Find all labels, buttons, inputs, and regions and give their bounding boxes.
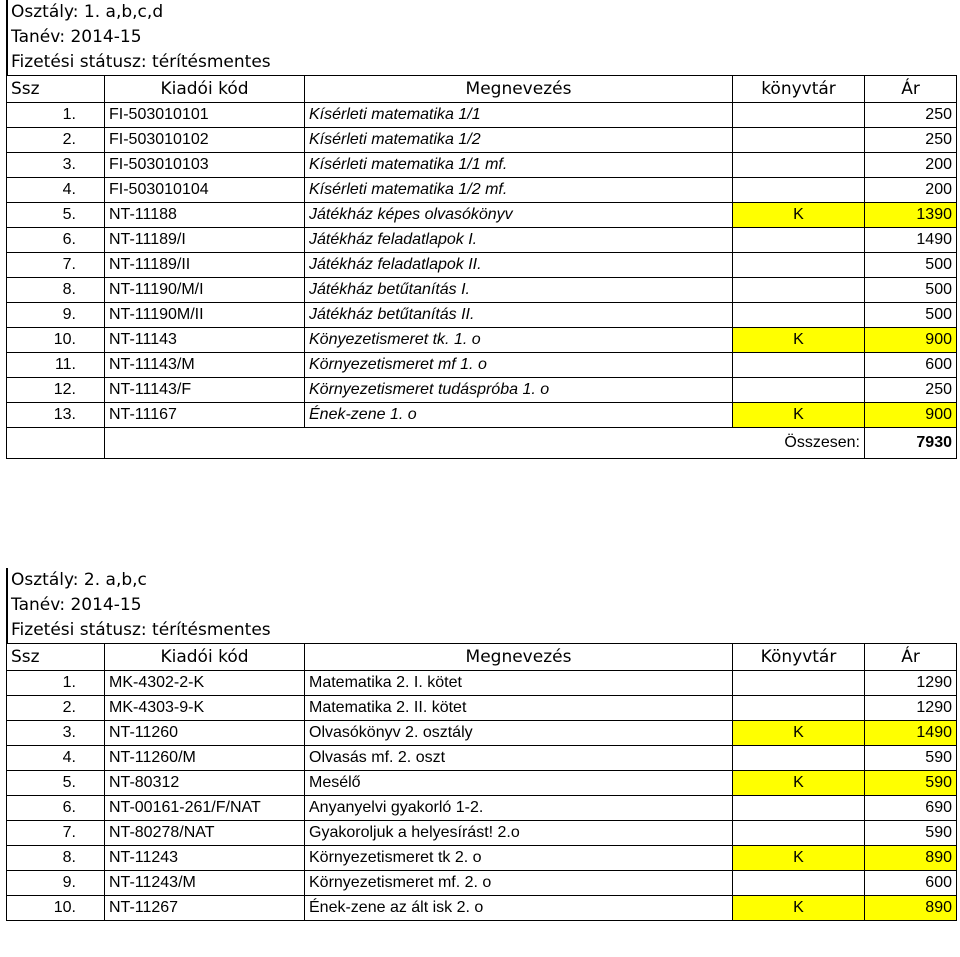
- class2-header-row: [7, 644, 957, 671]
- table-row: [7, 846, 957, 871]
- cell-konyvtar: [733, 353, 865, 378]
- cell-kod: NT-11143/F: [105, 378, 305, 403]
- cell-kod: NT-11190/M/I: [105, 278, 305, 303]
- cell-nev: Játékház betűtanítás II.: [305, 303, 733, 328]
- cell-konyvtar: [733, 278, 865, 303]
- cell-ssz: 2.: [7, 128, 105, 153]
- cell-kod: NT-11189/I: [105, 228, 305, 253]
- cell-ar: 690: [865, 796, 957, 821]
- cell-ar: 500: [865, 278, 957, 303]
- cell-ar: 250: [865, 103, 957, 128]
- cell-nev: Matematika 2. II. kötet: [305, 696, 733, 721]
- cell-ar: 250: [865, 378, 957, 403]
- header-konyvtar: könyvtár: [733, 76, 865, 103]
- header-nev: Megnevezés: [305, 76, 733, 103]
- table-row: [7, 746, 957, 771]
- cell-kod: NT-11190M/II: [105, 303, 305, 328]
- cell-kod: FI-503010104: [105, 178, 305, 203]
- header-ar: Ár: [865, 76, 957, 103]
- class2-tanev: Tanév: 2014-15: [6, 593, 956, 618]
- cell-kod: FI-503010103: [105, 153, 305, 178]
- cell-kod: NT-11143: [105, 328, 305, 353]
- cell-ar: 590: [865, 746, 957, 771]
- cell-konyvtar: K: [733, 721, 865, 746]
- cell-kod: NT-00161-261/F/NAT: [105, 796, 305, 821]
- header-konyvtar: Könyvtár: [733, 644, 865, 671]
- cell-ssz: 2.: [7, 696, 105, 721]
- class1-section: [6, 0, 956, 459]
- cell-ssz: 5.: [7, 771, 105, 796]
- table-row: [7, 178, 957, 203]
- header-kod: Kiadói kód: [105, 644, 305, 671]
- cell-kod: NT-11243: [105, 846, 305, 871]
- cell-konyvtar: K: [733, 896, 865, 921]
- cell-kod: MK-4303-9-K: [105, 696, 305, 721]
- header-ssz: Ssz: [7, 76, 105, 103]
- table-row: [7, 696, 957, 721]
- header-kod: Kiadói kód: [105, 76, 305, 103]
- cell-nev: Könyezetismeret tk. 1. o: [305, 328, 733, 353]
- table-row: [7, 303, 957, 328]
- table-row: [7, 403, 957, 428]
- cell-ssz: 6.: [7, 228, 105, 253]
- cell-ar: 1290: [865, 696, 957, 721]
- cell-konyvtar: [733, 103, 865, 128]
- cell-konyvtar: K: [733, 846, 865, 871]
- cell-ar: 200: [865, 178, 957, 203]
- table-row: [7, 671, 957, 696]
- table-row: [7, 796, 957, 821]
- cell-ssz: 3.: [7, 721, 105, 746]
- cell-konyvtar: [733, 303, 865, 328]
- cell-ssz: 9.: [7, 871, 105, 896]
- cell-nev: Olvasás mf. 2. oszt: [305, 746, 733, 771]
- cell-konyvtar: [733, 228, 865, 253]
- cell-nev: Környezetismeret mf. 2. o: [305, 871, 733, 896]
- table-row: [7, 721, 957, 746]
- cell-ssz: 1.: [7, 671, 105, 696]
- cell-kod: MK-4302-2-K: [105, 671, 305, 696]
- cell-ssz: 5.: [7, 203, 105, 228]
- class2-fizetesi: Fizetési státusz: térítésmentes: [6, 618, 956, 643]
- cell-ar: 1290: [865, 671, 957, 696]
- cell-ssz: 11.: [7, 353, 105, 378]
- cell-konyvtar: [733, 128, 865, 153]
- total-value: 7930: [865, 428, 957, 459]
- class1-osztaly: Osztály: 1. a,b,c,d: [6, 0, 956, 25]
- cell-ssz: 13.: [7, 403, 105, 428]
- class1-tanev: Tanév: 2014-15: [6, 25, 956, 50]
- cell-ar: 1490: [865, 228, 957, 253]
- table-row: [7, 378, 957, 403]
- cell-kod: NT-80312: [105, 771, 305, 796]
- class1-header-row: [7, 76, 957, 103]
- table-row: [7, 103, 957, 128]
- total-empty-1: [7, 428, 105, 459]
- header-ssz: Ssz: [7, 644, 105, 671]
- cell-nev: Környezetismeret mf 1. o: [305, 353, 733, 378]
- cell-nev: Játékház betűtanítás I.: [305, 278, 733, 303]
- table-row: [7, 896, 957, 921]
- table-row: [7, 278, 957, 303]
- table-row: [7, 128, 957, 153]
- cell-nev: Játékház feladatlapok II.: [305, 253, 733, 278]
- cell-ssz: 9.: [7, 303, 105, 328]
- cell-ssz: 6.: [7, 796, 105, 821]
- cell-kod: NT-11167: [105, 403, 305, 428]
- cell-ssz: 4.: [7, 178, 105, 203]
- class1-table: [6, 75, 957, 459]
- cell-nev: Mesélő: [305, 771, 733, 796]
- cell-nev: Kísérleti matematika 1/1 mf.: [305, 153, 733, 178]
- cell-nev: Gyakoroljuk a helyesírást! 2.o: [305, 821, 733, 846]
- table-row: [7, 153, 957, 178]
- cell-ar: 590: [865, 821, 957, 846]
- header-ar: Ár: [865, 644, 957, 671]
- cell-kod: NT-11243/M: [105, 871, 305, 896]
- table-row: [7, 253, 957, 278]
- cell-nev: Matematika 2. I. kötet: [305, 671, 733, 696]
- cell-konyvtar: K: [733, 328, 865, 353]
- cell-ar: 600: [865, 353, 957, 378]
- cell-ar: 600: [865, 871, 957, 896]
- cell-ar: 1390: [865, 203, 957, 228]
- cell-kod: FI-503010101: [105, 103, 305, 128]
- cell-nev: Olvasókönyv 2. osztály: [305, 721, 733, 746]
- cell-ar: 590: [865, 771, 957, 796]
- cell-ssz: 7.: [7, 253, 105, 278]
- cell-nev: Környezetismeret tk 2. o: [305, 846, 733, 871]
- table-row: [7, 871, 957, 896]
- cell-kod: NT-11189/II: [105, 253, 305, 278]
- cell-ar: 900: [865, 328, 957, 353]
- cell-konyvtar: [733, 378, 865, 403]
- cell-kod: NT-11143/M: [105, 353, 305, 378]
- cell-ssz: 12.: [7, 378, 105, 403]
- table-row: [7, 203, 957, 228]
- table-row: [7, 228, 957, 253]
- cell-ar: 500: [865, 303, 957, 328]
- header-nev: Megnevezés: [305, 644, 733, 671]
- cell-konyvtar: [733, 696, 865, 721]
- cell-konyvtar: [733, 178, 865, 203]
- cell-kod: FI-503010102: [105, 128, 305, 153]
- cell-ssz: 10.: [7, 328, 105, 353]
- table-row: [7, 353, 957, 378]
- class1-fizetesi: Fizetési státusz: térítésmentes: [6, 50, 956, 75]
- cell-konyvtar: [733, 746, 865, 771]
- cell-nev: Anyanyelvi gyakorló 1-2.: [305, 796, 733, 821]
- cell-nev: Kísérleti matematika 1/2 mf.: [305, 178, 733, 203]
- cell-ssz: 3.: [7, 153, 105, 178]
- table-row: [7, 328, 957, 353]
- table-row: [7, 771, 957, 796]
- cell-ar: 1490: [865, 721, 957, 746]
- cell-nev: Ének-zene az ált isk 2. o: [305, 896, 733, 921]
- cell-nev: Játékház feladatlapok I.: [305, 228, 733, 253]
- table-row: [7, 821, 957, 846]
- cell-ar: 500: [865, 253, 957, 278]
- total-label: Összesen:: [105, 428, 865, 459]
- cell-konyvtar: [733, 253, 865, 278]
- cell-kod: NT-11260: [105, 721, 305, 746]
- cell-nev: Környezetismeret tudáspróba 1. o: [305, 378, 733, 403]
- cell-konyvtar: [733, 871, 865, 896]
- cell-ar: 250: [865, 128, 957, 153]
- cell-ssz: 10.: [7, 896, 105, 921]
- cell-konyvtar: [733, 671, 865, 696]
- cell-nev: Kísérleti matematika 1/1: [305, 103, 733, 128]
- class2-osztaly: Osztály: 2. a,b,c: [6, 568, 956, 593]
- cell-ar: 890: [865, 896, 957, 921]
- cell-nev: Kísérleti matematika 1/2: [305, 128, 733, 153]
- cell-ar: 890: [865, 846, 957, 871]
- cell-konyvtar: K: [733, 771, 865, 796]
- cell-ar: 200: [865, 153, 957, 178]
- cell-ar: 900: [865, 403, 957, 428]
- cell-konyvtar: K: [733, 403, 865, 428]
- cell-konyvtar: [733, 153, 865, 178]
- class2-section: [6, 568, 956, 921]
- cell-ssz: 8.: [7, 846, 105, 871]
- class2-table: [6, 643, 957, 921]
- class1-total-row: [7, 428, 957, 459]
- cell-kod: NT-11188: [105, 203, 305, 228]
- cell-ssz: 8.: [7, 278, 105, 303]
- cell-konyvtar: K: [733, 203, 865, 228]
- cell-ssz: 4.: [7, 746, 105, 771]
- cell-kod: NT-11267: [105, 896, 305, 921]
- cell-konyvtar: [733, 796, 865, 821]
- cell-nev: Ének-zene 1. o: [305, 403, 733, 428]
- cell-ssz: 1.: [7, 103, 105, 128]
- cell-kod: NT-11260/M: [105, 746, 305, 771]
- cell-nev: Játékház képes olvasókönyv: [305, 203, 733, 228]
- cell-kod: NT-80278/NAT: [105, 821, 305, 846]
- cell-ssz: 7.: [7, 821, 105, 846]
- cell-konyvtar: [733, 821, 865, 846]
